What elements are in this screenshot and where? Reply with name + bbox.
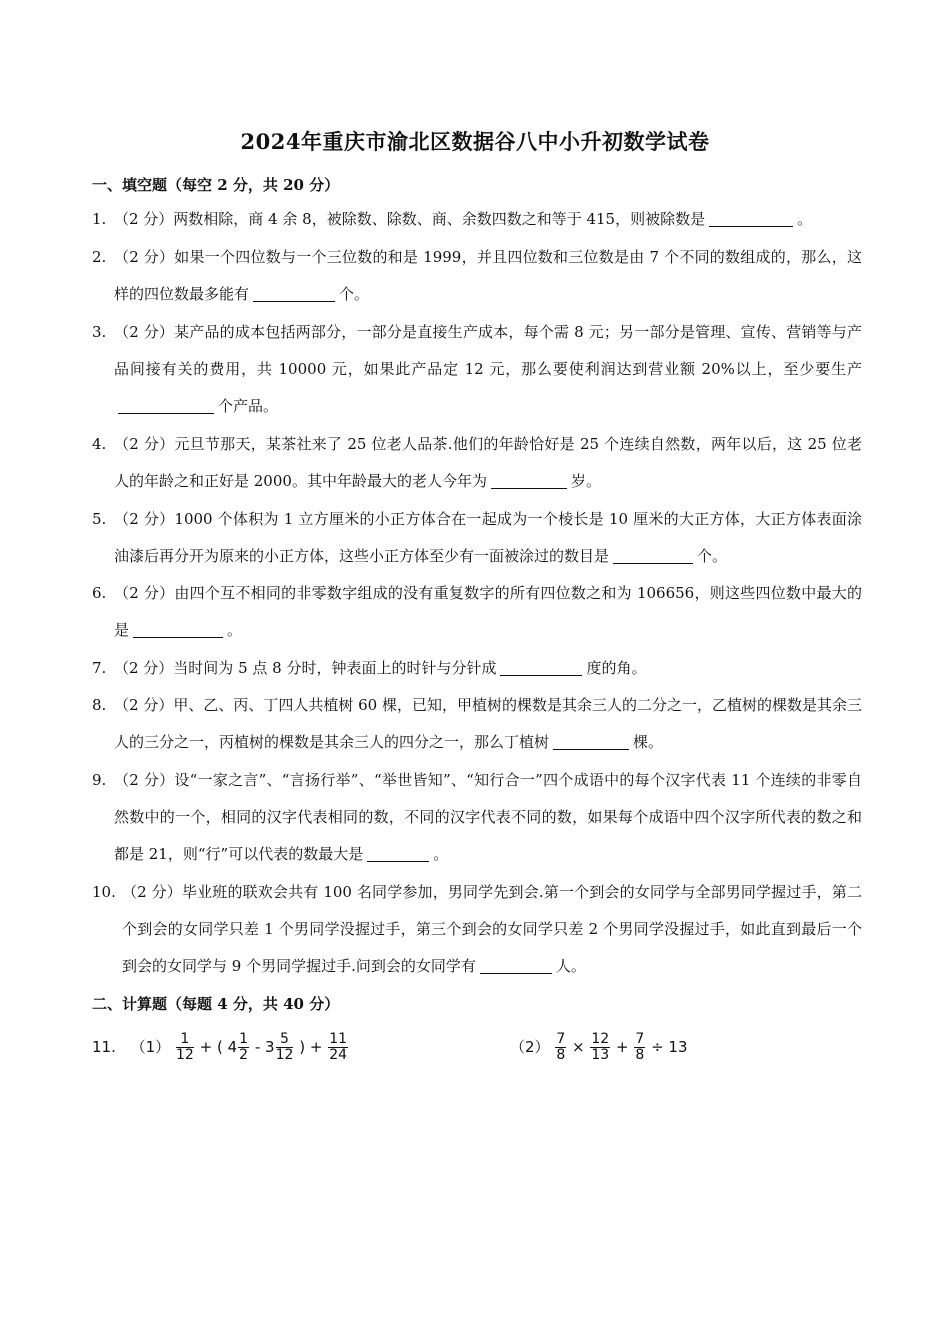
question-11-part-1 <box>92 1032 349 1063</box>
answer-blank[interactable] <box>709 206 793 227</box>
question-number: 8. <box>92 696 107 714</box>
question-text-end: 。 <box>433 845 449 863</box>
divisor: 13 <box>668 1038 688 1056</box>
mixed-number: 3 $\frac{5}{12}$ <box>265 1031 294 1063</box>
question-text-end: 度的角。 <box>586 659 647 677</box>
fraction: $\frac{12}{13}$ <box>591 1031 610 1063</box>
question-number: 3. <box>92 323 107 341</box>
question-number: 2. <box>92 248 107 266</box>
question-5 <box>92 501 862 575</box>
question-text-end: 棵。 <box>633 733 664 751</box>
question-number: 7. <box>92 659 107 677</box>
question-text: （2 分）如果一个四位数与一个三位数的和是 1999，并且四位数和三位数是由 7 个不同的数组成的，那么，这样的四位数最多能有 <box>114 248 862 303</box>
question-3 <box>92 314 862 425</box>
question-text: （2 分）毕业班的联欢会共有 100 名同学参加，男同学先到会.第一个到会的女同学与全部男同学握过手，第二个到会的女同学只差 1 个男同学没握过手，第三个到会的女同学只差 2 个男同学没握过手，如此直到最后一个到会的女同学与 9 个男同学握过手.问到会的女同学有 <box>122 883 862 975</box>
question-text-end: 岁。 <box>570 472 601 490</box>
fraction: $\frac{7}{8}$ <box>556 1031 566 1063</box>
answer-blank[interactable] <box>367 841 429 862</box>
minus-sign: - <box>254 1038 261 1056</box>
answer-blank[interactable] <box>133 617 223 638</box>
answer-blank[interactable] <box>500 655 582 676</box>
question-1 <box>92 201 862 238</box>
question-text-end: 人。 <box>555 957 586 975</box>
fraction: $\frac{7}{8}$ <box>635 1031 645 1063</box>
question-11-part-2 <box>510 1032 688 1063</box>
question-number: 1. <box>92 210 107 228</box>
question-number: 10. <box>92 883 116 901</box>
question-6 <box>92 575 862 649</box>
page-title: 2024年重庆市渝北区数据谷八中小升初数学试卷 <box>240 129 710 154</box>
question-text-end: 个产品。 <box>218 397 279 415</box>
question-text: （2 分）某产品的成本包括两部分，一部分是直接生产成本，每个需 8 元；另一部分是管理、宣传、营销等与产品间接有关的费用，共 10000 元，如果此产品定 12 元，那么要使利润达到营业额 20%以上，至少要生产 <box>114 323 862 378</box>
answer-blank[interactable] <box>253 281 335 302</box>
question-text: （2 分）当时间为 5 点 8 分时，钟表面上的时针与分针成 <box>114 659 497 677</box>
question-text: （2 分）1000 个体积为 1 立方厘米的小正方体合在一起成为一个棱长是 10 厘米的大正方体，大正方体表面涂油漆后再分开为原来的小正方体，这些小正方体至少有一面被涂过的数目是 <box>114 510 862 565</box>
question-number: 5. <box>92 510 107 528</box>
fraction: $\frac{1}{12}$ <box>175 1031 194 1063</box>
mixed-number: 4 $\frac{1}{2}$ <box>227 1031 249 1063</box>
answer-blank[interactable] <box>553 729 629 750</box>
plus-sign: + <box>199 1038 213 1056</box>
answer-blank[interactable] <box>613 543 693 564</box>
question-text: （2 分）两数相除，商 4 余 8，被除数、除数、商、余数四数之和等于 415，则被除数是 <box>114 210 706 228</box>
question-text-end: 。 <box>797 210 813 228</box>
question-8 <box>92 687 862 761</box>
left-paren: ( <box>216 1038 223 1056</box>
question-text: （2 分）由四个互不相同的非零数字组成的没有重复数字的所有四位数之和为 106656，则这些四位数中最大的是 <box>114 584 862 639</box>
part-label: （1） <box>130 1038 171 1056</box>
plus-sign: + <box>309 1038 323 1056</box>
section-heading-calculation: 二、计算题（每题 4 分，共 40 分） <box>92 995 340 1013</box>
question-10 <box>92 874 862 985</box>
question-text-end: 。 <box>227 621 243 639</box>
question-text: （2 分）甲、乙、丙、丁四人共植树 60 棵，已知，甲植树的棵数是其余三人的二分之一，乙植树的棵数是其余三人的三分之一，丙植树的棵数是其余三人的四分之一，那么丁植树 <box>114 696 862 751</box>
times-sign: × <box>572 1038 585 1056</box>
divide-sign: ÷ <box>651 1038 664 1056</box>
question-4 <box>92 426 862 500</box>
question-text: （2 分）元旦节那天，某茶社来了 25 位老人品茶.他们的年龄恰好是 25 个连续自然数，两年以后，这 25 位老人的年龄之和正好是 2000。其中年龄最大的老人今年为 <box>114 435 862 490</box>
section-heading-fill-blank: 一、填空题（每空 2 分，共 20 分） <box>92 176 340 194</box>
question-text-end: 个。 <box>697 547 728 565</box>
answer-blank[interactable] <box>480 953 552 974</box>
question-number: 11. <box>92 1038 116 1056</box>
question-number: 4. <box>92 435 107 453</box>
plus-sign: + <box>616 1038 629 1056</box>
part-label: （2） <box>510 1038 550 1056</box>
answer-blank[interactable] <box>118 393 214 414</box>
question-2 <box>92 239 862 313</box>
question-number: 9. <box>92 771 107 789</box>
question-7 <box>92 650 862 687</box>
fraction: $\frac{11}{24}$ <box>329 1031 348 1063</box>
question-text: （2 分）设“一家之言”、“言扬行举”、“举世皆知”、“知行合一”四个成语中的每个汉字代表 11 个连续的非零自然数中的一个，相同的汉字代表相同的数，不同的汉字代表不同的数，如果每个成语中四个汉字所代表的数之和都是 21，则“行”可以代表的数最大是 <box>114 771 862 863</box>
question-text-end: 个。 <box>339 285 370 303</box>
question-number: 6. <box>92 584 107 602</box>
question-9 <box>92 762 862 873</box>
answer-blank[interactable] <box>491 468 567 489</box>
right-paren: ) <box>299 1038 306 1056</box>
